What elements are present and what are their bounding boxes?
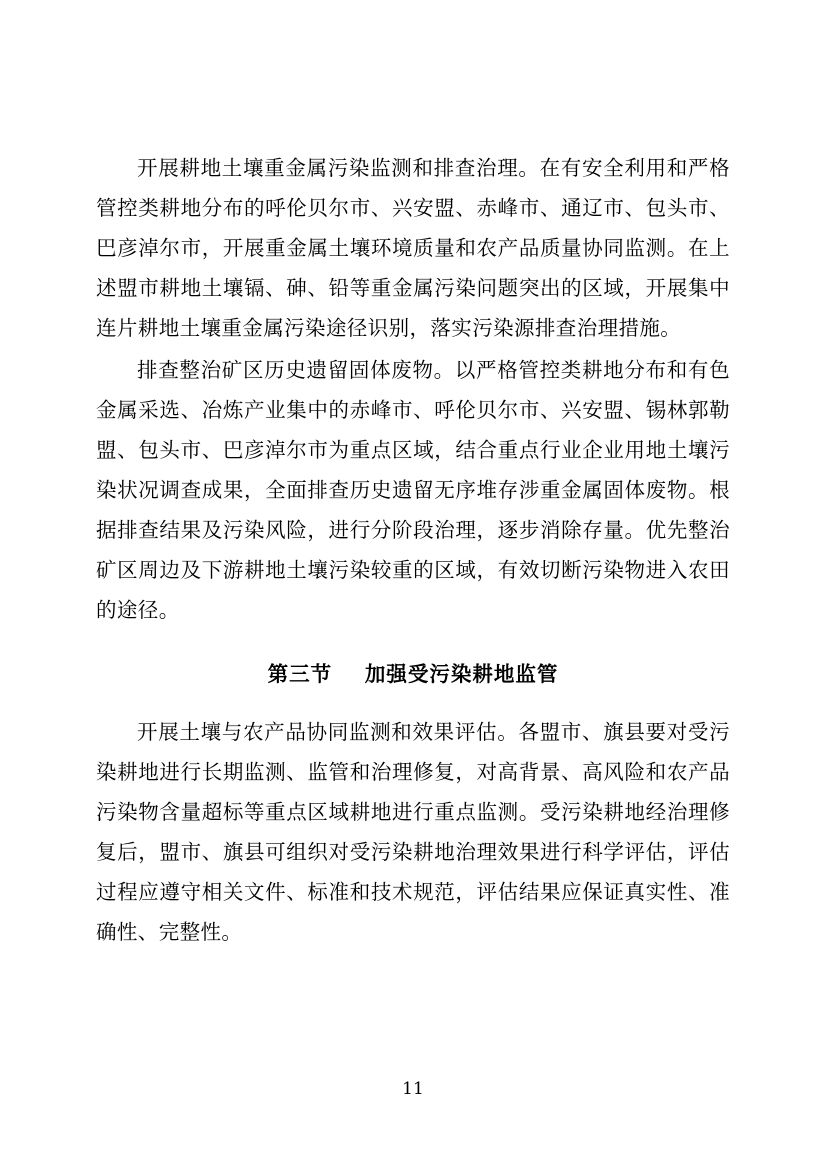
paragraph-soil-monitoring: 开展耕地土壤重金属污染监测和排查治理。在有安全利用和严格管控类耕地分布的呼伦贝尔市、兴安盟、赤峰市、通辽市、包头市、巴彦淖尔市，开展重金属土壤环境质量和农产品质量协同监测。在上述盟市耕地土壤镉、砷、铅等重金属污染问题突出的区域，开展集中连片耕地土壤重金属污染途径识别，落实污染源排查治理措施。 xyxy=(96,156,730,340)
section-heading-label: 第三节 xyxy=(267,662,333,686)
paragraph-coordinated-monitoring: 开展土壤与农产品协同监测和效果评估。各盟市、旗县要对受污染耕地进行长期监测、监管和治理修复，对高背景、高风险和农产品污染物含量超标等重点区域耕地进行重点监测。受污染耕地经治理修复后，盟市、旗县可组织对受污染耕地治理效果进行科学评估，评估过程应遵守相关文件、标准和技术规范，评估结果应保证真实性、准确性、完整性。 xyxy=(96,720,730,944)
section-heading xyxy=(96,654,730,694)
paragraph-mining-waste: 排查整治矿区历史遗留固体废物。以严格管控类耕地分布和有色金属采选、冶炼产业集中的赤峰市、呼伦贝尔市、兴安盟、锡林郭勒盟、包头市、巴彦淖尔市为重点区域，结合重点行业企业用地土壤污染状况调查成果，全面排查历史遗留无序堆存涉重金属固体废物。根据排查结果及污染风险，进行分阶段治理，逐步消除存量。优先整治矿区周边及下游耕地土壤污染较重的区域，有效切断污染物进入农田的途径。 xyxy=(96,358,730,622)
section-heading-title: 加强受污染耕地监管 xyxy=(364,662,559,686)
page-number: 11 xyxy=(402,1079,424,1099)
